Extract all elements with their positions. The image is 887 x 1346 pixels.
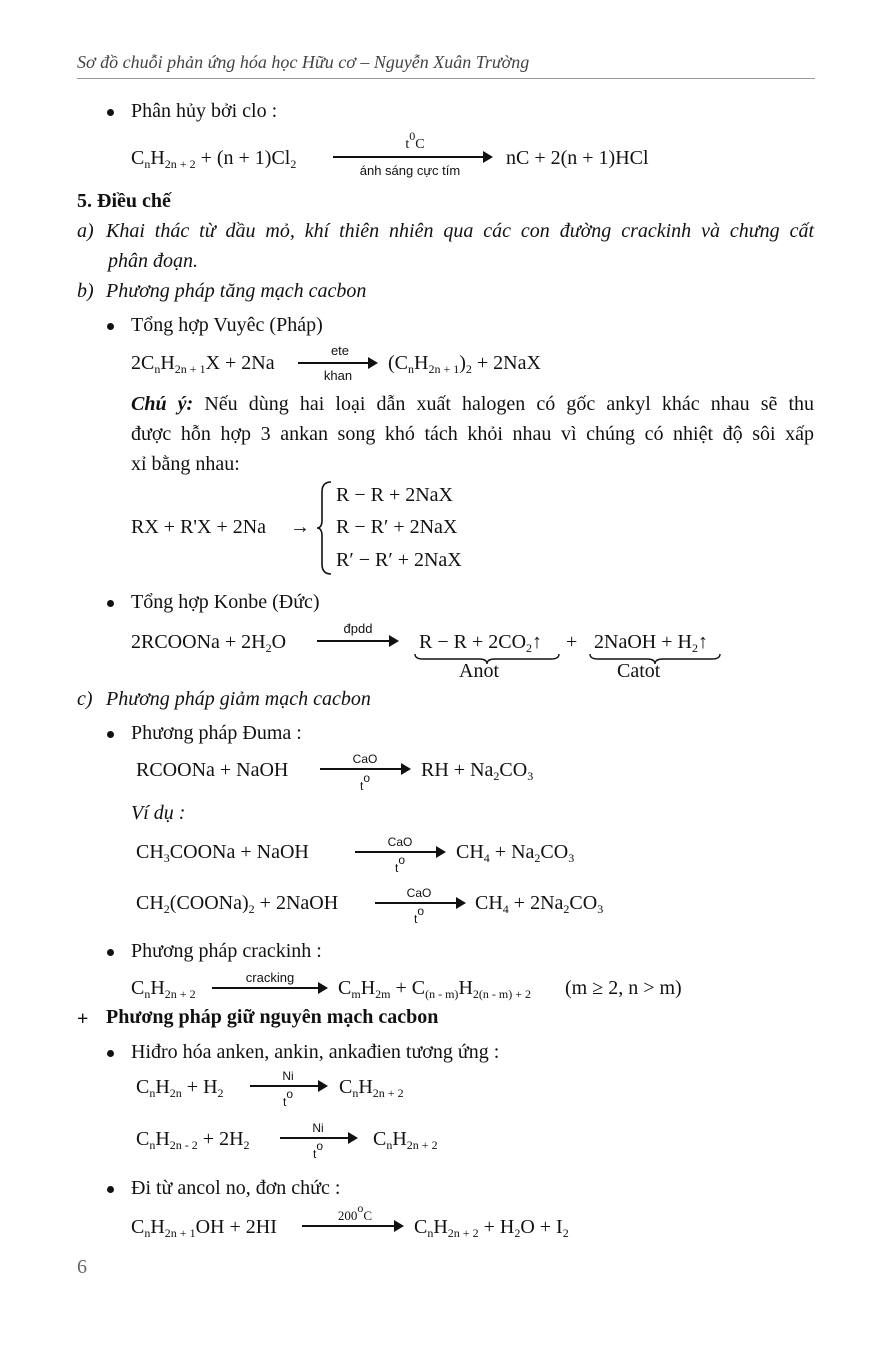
item-a-text-2: phân đoạn. (108, 250, 198, 272)
anode-label: Anot (459, 660, 499, 682)
equation-left: RCOONa + NaOH (136, 759, 289, 781)
equation-left: 2RCOONa + $2H_2O$ (131, 631, 287, 655)
bullet-chlorination: Phân hủy bởi clo : (131, 100, 278, 122)
item-label-a: a) (77, 220, 94, 242)
equation-left: $C_nH_{2n + 2} + (n + 1)Cl_2$ (131, 147, 297, 171)
example2-right: $CH_4 + 2Na_2CO_3$ (475, 892, 604, 916)
condition-top: Ni (282, 1069, 294, 1083)
condition-bottom: $t^o$ (359, 771, 371, 793)
equation-right: $C_nH_{2n + 2} + H_2O + I_2$ (414, 1216, 569, 1240)
bullet-dot (107, 600, 114, 607)
mix-product-1: R − R + 2NaX (336, 484, 454, 506)
condition-bottom: $t^o$ (312, 1139, 324, 1161)
note-text-1: Nếu dùng hai loại dẫn xuất halogen có gốc ankyl khác nhau sẽ thu (204, 393, 815, 415)
condition-top: Ni (312, 1121, 324, 1135)
condition-bottom: $t^o$ (282, 1087, 294, 1109)
bullet-duma: Phương pháp Đuma : (131, 722, 302, 744)
anode-equation: $R - R + 2CO_2↑$ (419, 631, 543, 655)
note-line-1 (131, 392, 814, 416)
note-line-2: được hỗn hợp 3 ankan song khó tách khỏi nhau vì chúng có nhiệt độ sôi xấp (131, 423, 814, 445)
cathode-equation: 2NaOH + $H_2↑$ (594, 631, 708, 655)
condition-top: CaO (352, 752, 378, 766)
bullet-dot (107, 323, 114, 330)
hydrogenation-eq1-left: $C_nH_{2n} + H_2$ (136, 1076, 224, 1100)
condition-top: 200$^o$C (337, 1201, 373, 1223)
mix-product-2: R − R′ + 2NaX (336, 516, 458, 538)
equation-left: $C_nH_{2n + 2}$ (131, 977, 196, 1001)
bullet-dot (107, 1186, 114, 1193)
example1-left: $CH_3COONa$ + NaOH (136, 841, 309, 865)
bullet-dot (107, 949, 114, 956)
condition-top: đpdd (343, 621, 373, 636)
mix-left: RX + R'X + 2Na (131, 516, 267, 538)
equation-right: $(C_nH_{2n + 1})_2 + 2NaX$ (388, 352, 541, 376)
item-b-text: Phương pháp tăng mạch cacbon (106, 280, 367, 302)
equation-right: nC + 2(n + 1)HCl (506, 147, 649, 169)
item-c-text: Phương pháp giảm mạch cacbon (106, 688, 371, 710)
condition-top: $t^0C$ (405, 129, 425, 152)
reaction-arrow (333, 156, 491, 158)
mix-arrow: → (290, 516, 310, 538)
section-title: 5. Điều chế (77, 190, 171, 212)
plus-sign: + (566, 631, 578, 653)
hydrogenation-eq1-right: $C_nH_{2n + 2}$ (339, 1076, 404, 1100)
plus-marker: + (77, 1008, 89, 1030)
example2-left: $CH_2(COONa)_2$ + 2NaOH (136, 892, 339, 916)
condition-bottom: ánh sáng cực tím (359, 163, 461, 178)
equation-left: $2C_nH_{2n + 1}X + 2Na$ (131, 352, 275, 376)
item-label-c: c) (77, 688, 93, 710)
note-line-3: xỉ bằng nhau: (131, 453, 240, 475)
example-label: Ví dụ : (131, 802, 186, 824)
bullet-wurtz: Tổng hợp Vuyêc (Pháp) (131, 314, 323, 336)
condition-bottom: khan (323, 368, 353, 383)
reaction-arrow (302, 1225, 402, 1227)
running-header (77, 50, 815, 79)
reaction-arrow (298, 362, 376, 364)
item-label-b: b) (77, 280, 94, 302)
equation-condition: (m ≥ 2, n > m) (565, 977, 682, 999)
condition-top: CaO (387, 835, 413, 849)
equation-left: $C_nH_{2n + 1}OH + 2HI$ (131, 1216, 277, 1240)
cathode-label: Catot (617, 660, 661, 682)
equation-right: $C_mH_{2m} + C_{(n - m)}H_{2(n - m) + 2}$ (338, 977, 531, 1001)
equation-right: RH + $Na_2CO_3$ (421, 759, 534, 783)
subsection-title: Phương pháp giữ nguyên mạch cacbon (106, 1006, 439, 1028)
bullet-kolbe: Tổng hợp Konbe (Đức) (131, 591, 320, 613)
bullet-hydrogenation: Hiđro hóa anken, ankin, ankađien tương ứng : (131, 1041, 500, 1063)
bullet-alcohol: Đi từ ancol no, đơn chức : (131, 1177, 341, 1199)
condition-top: ete (330, 343, 350, 358)
bullet-dot (107, 1050, 114, 1057)
bullet-cracking: Phương pháp crackinh : (131, 940, 322, 962)
hydrogenation-eq2-left: $C_nH_{2n - 2} + 2H_2$ (136, 1128, 250, 1152)
condition-bottom: $t^o$ (394, 853, 406, 875)
condition-top: cracking (245, 970, 295, 985)
example1-right: $CH_4 + Na_2CO_3$ (456, 841, 575, 865)
bullet-dot (107, 731, 114, 738)
hydrogenation-eq2-right: $C_nH_{2n + 2}$ (373, 1128, 438, 1152)
page-number: 6 (77, 1256, 87, 1278)
mix-product-3: R′ − R′ + 2NaX (336, 549, 462, 571)
curly-brace (316, 480, 334, 576)
reaction-arrow (320, 768, 409, 770)
header-title: Sơ đồ chuỗi phản ứng hóa học Hữu cơ – Nguyễn Xuân Trường (77, 52, 530, 72)
note-label: Chú ý: (131, 393, 194, 415)
item-a-text-1: Khai thác từ dầu mỏ, khí thiên nhiên qua các con đường crackinh và chưng cất (106, 220, 814, 242)
reaction-arrow (317, 640, 397, 642)
condition-bottom: $t^o$ (413, 904, 425, 926)
condition-top: CaO (406, 886, 432, 900)
bullet-dot (107, 109, 114, 116)
reaction-arrow (212, 987, 326, 989)
